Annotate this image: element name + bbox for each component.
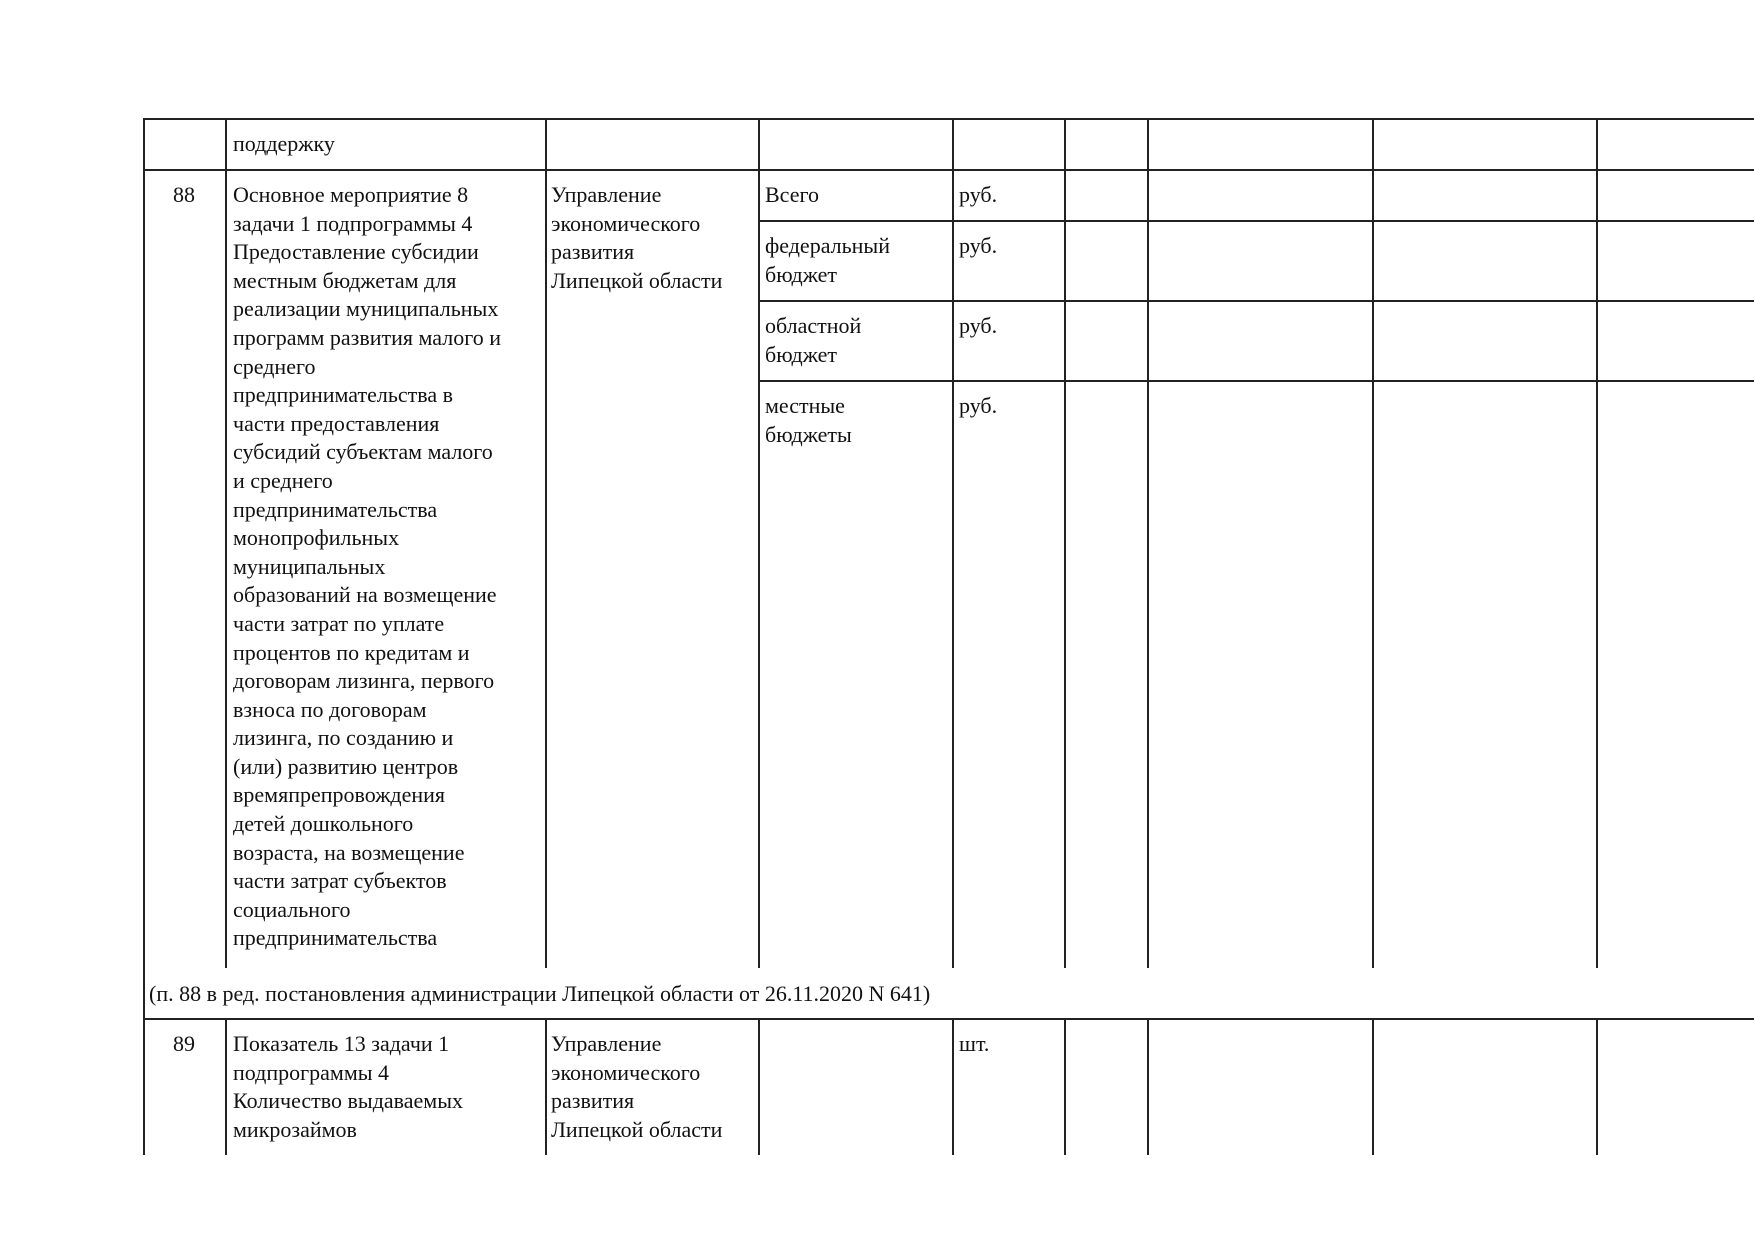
source-total-label: Всего [765,182,819,207]
col-border [1147,118,1149,968]
row-89-responsible: Управление экономического развития Липецкой области [551,1031,723,1142]
col-border [545,118,547,968]
col-border [758,118,760,968]
col-border [1064,1018,1066,1155]
sub-row-border [758,380,1754,382]
sub-row-border [758,300,1754,302]
row-89-title: Показатель 13 задачи 1 подпрограммы 4 Количество выдаваемых микрозаймов [233,1031,463,1142]
col-border [1596,118,1598,968]
source-regional-unit: руб. [959,313,998,338]
col-border [758,1018,760,1155]
row-border [143,1018,1754,1020]
source-local-label: местные бюджеты [765,393,852,447]
continuation-title-cell: поддержку [233,131,335,156]
amendment-note: (п. 88 в ред. постановления администрации Липецкой области от 26.11.2020 N 641) [149,981,931,1006]
sub-row-border [758,220,1754,222]
row-88-title: Основное мероприятие 8 задачи 1 подпрограммы 4 Предоставление субсидии местным бюджетам для реализации муниципальных программ развития малого и среднего предпринимательства в части предоставления субсидий субъектам малого и среднего предпринимательства монопрофильных муниципальных образований на возмещение части затрат по уплате процентов по кредитам и договорам лизинга, первого взноса по договорам лизинга, по созданию и (или) развитию центров времяпрепровождения детей дошкольного возраста, на возмещение части затрат субъектов социального предпринимательства [233,182,501,951]
col-border [952,1018,954,1155]
source-regional-label: областной бюджет [765,313,862,367]
row-88-number: 88 [173,182,195,207]
source-federal-unit: руб. [959,233,998,258]
col-border [1064,118,1066,968]
source-local-unit: руб. [959,393,998,418]
row-89-unit: шт. [959,1031,990,1056]
source-total-unit: руб. [959,182,998,207]
col-border [1372,118,1374,968]
row-border [143,118,1754,120]
col-border [143,118,145,1155]
col-border [1147,1018,1149,1155]
col-border [1596,1018,1598,1155]
row-89-number: 89 [173,1031,195,1056]
col-border [225,118,227,968]
source-federal-label: федеральный бюджет [765,233,890,287]
row-border [143,169,1754,171]
col-border [545,1018,547,1155]
col-border [225,1018,227,1155]
col-border [1372,1018,1374,1155]
col-border [952,118,954,968]
row-88-responsible: Управление экономического развития Липецкой области [551,182,723,293]
